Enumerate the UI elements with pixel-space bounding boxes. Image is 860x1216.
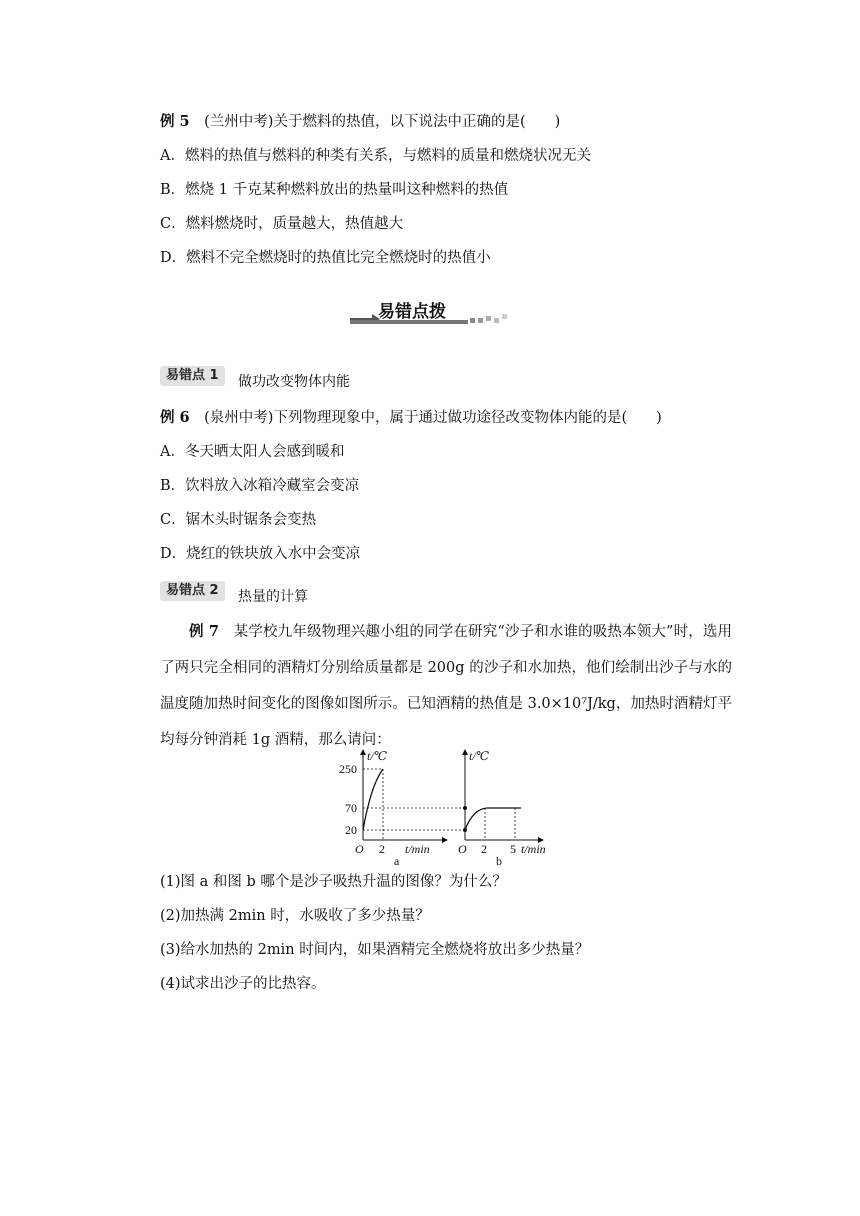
example6-option-b: B．饮料放入冰箱冷藏室会变凉 xyxy=(160,478,360,494)
panel-b-tick-x-2: 2 xyxy=(481,842,487,856)
example7-label: 例 7 xyxy=(189,623,219,640)
panel-b-caption: b xyxy=(496,854,502,867)
figure xyxy=(335,745,565,867)
panel-b-y-label: t/℃ xyxy=(469,749,490,763)
panel-a-curve xyxy=(363,769,383,830)
panel-b xyxy=(458,749,546,867)
example5-option-c: C．燃料燃烧时，质量越大，热值越大 xyxy=(160,216,404,232)
example7-question-4: (4)试求出沙子的比热容。 xyxy=(160,976,326,992)
example7-paragraph xyxy=(160,614,732,758)
example5-option-d: D．燃料不完全燃烧时的热值比完全燃烧时的热值小 xyxy=(160,250,491,266)
example7-question-3: (3)给水加热的 2min 时间内，如果酒精完全燃烧将放出多少热量？ xyxy=(160,942,590,958)
example5-option-b: B．燃烧 1 千克某种燃料放出的热量叫这种燃料的热值 xyxy=(160,182,509,198)
example5-label: 例 5 xyxy=(160,113,190,130)
example7-text: 某学校九年级物理兴趣小组的同学在研究“沙子和水谁的吸热本领大”时，选用了两只完全相同的酒精灯分别给质量都是 200g 的沙子和水加热，他们绘制出沙子与水的温度随加热时间变化的图像如图所示。已知酒精的热值是 3.0×10⁷J/kg，加热时酒精灯平均每分钟消耗 1g 酒精，那么请问： xyxy=(160,624,733,748)
example5-source: (兰州中考) xyxy=(204,114,274,130)
panel-b-tick-x-5: 5 xyxy=(510,842,516,856)
example7-question-2: (2)加热满 2min 时，水吸收了多少热量？ xyxy=(160,908,430,924)
panel-b-origin: O xyxy=(458,842,467,856)
section-banner-graphic xyxy=(346,300,514,326)
example6-question: 下列物理现象中，属于通过做功途径改变物体内能的是( ) xyxy=(273,410,662,426)
panel-a-tick-250: 250 xyxy=(339,762,357,776)
point2-title: 热量的计算 xyxy=(238,589,308,605)
example6-option-a: A．冬天晒太阳人会感到暖和 xyxy=(160,444,345,460)
panel-a-caption: a xyxy=(394,854,400,867)
example5-option-a: A．燃料的热值与燃料的种类有关系，与燃料的质量和燃烧状况无关 xyxy=(160,148,591,164)
panel-a-tick-70: 70 xyxy=(345,801,357,815)
section-banner xyxy=(346,300,514,326)
example6-option-c: C．锯木头时锯条会变热 xyxy=(160,512,317,528)
panel-b-curve xyxy=(465,808,521,830)
section-title: 易错点拨 xyxy=(378,302,446,322)
point1-tag: 易错点 1 xyxy=(160,366,225,386)
panel-a-tick-20: 20 xyxy=(345,823,357,837)
point2-tag: 易错点 2 xyxy=(160,581,225,601)
panel-a-y-label: t/℃ xyxy=(367,749,388,763)
example6-source: (泉州中考) xyxy=(204,410,274,426)
panel-b-x-label: t/min xyxy=(521,842,546,856)
panel-a-origin: O xyxy=(355,842,364,856)
panel-a-x-label: t/min xyxy=(405,842,430,856)
example5-question: 关于燃料的热值，以下说法中正确的是( ) xyxy=(273,114,561,130)
example6-label: 例 6 xyxy=(160,409,190,426)
panel-a-tick-x-2: 2 xyxy=(379,842,385,856)
example5-stem xyxy=(160,112,560,132)
example7-question-1: (1)图 a 和图 b 哪个是沙子吸热升温的图像？为什么？ xyxy=(160,874,507,890)
example6-stem xyxy=(160,408,662,428)
example6-option-d: D．烧红的铁块放入水中会变凉 xyxy=(160,546,361,562)
point1-title: 做功改变物体内能 xyxy=(238,374,350,390)
panel-a xyxy=(339,749,465,867)
